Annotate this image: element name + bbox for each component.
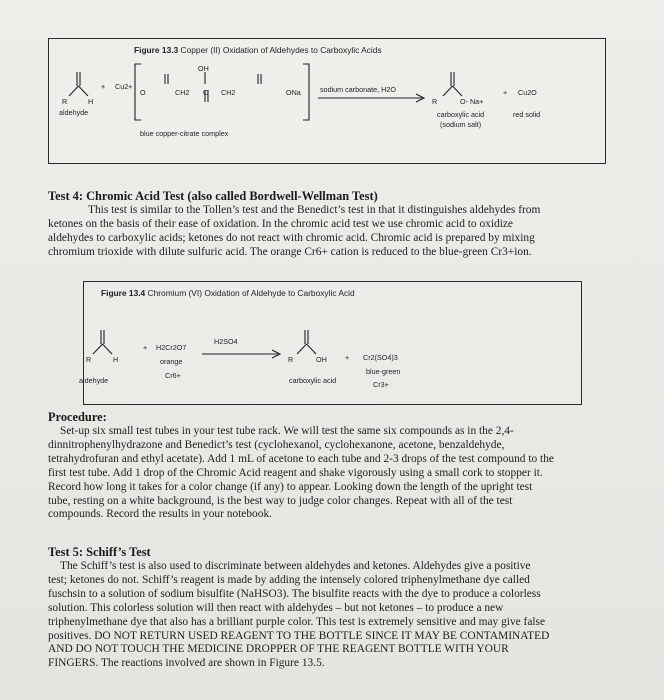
byproduct-color-label: blue-green (366, 367, 401, 376)
aldehyde-r-label: R (62, 97, 68, 106)
figure-13-4-caption: Chromium (VI) Oxidation of Aldehyde to Carboxylic Acid (147, 288, 355, 298)
test5-heading: Test 5: Schiff’s Test (48, 545, 151, 559)
acid-r-label: R (288, 355, 294, 364)
aldehyde2-label: aldehyde (79, 376, 109, 385)
procedure-heading: Procedure: (48, 410, 107, 424)
figure-13-3-title (134, 45, 382, 55)
product-label-2: (sodium salt) (440, 120, 482, 129)
test5-line-1: The Schiff’s test is also used to discriminate between aldehydes and ketones. Aldehydes give a positive (60, 560, 531, 572)
plus-sign-2: + (503, 88, 508, 97)
test5-line-7: AND DO NOT TOUCH THE MEDICINE DROPPER OF THE REAGENT BOTTLE WITH YOUR (48, 643, 509, 656)
procedure-line-3: tetrahydrofuran and ethyl acetate). Add 1 mL of acetone to each tube and 2-3 drops of the test compound to the (48, 452, 554, 465)
figure-13-4-title (101, 288, 355, 298)
figure-13-4-number: Figure 13.4 (101, 288, 146, 298)
test4-heading: Test 4: Chromic Acid Test (also called Bordwell-Wellman Test) (48, 189, 378, 203)
aldehyde2-r-label: R (86, 355, 92, 364)
product-salt-label: O- Na+ (460, 97, 484, 106)
test4-line-2: ketones on the basis of their ease of oxidation. In the chromic acid test we use chromic acid to oxidize (48, 217, 513, 230)
arrow-condition-2: H2SO4 (214, 337, 238, 346)
figure-13-3-caption: Copper (II) Oxidation of Aldehydes to Carboxylic Acids (180, 45, 382, 55)
aldehyde-structure-2 (86, 330, 126, 362)
procedure-paragraph (48, 425, 628, 522)
complex-label: blue copper-citrate complex (140, 129, 229, 138)
acid-oh-label: OH (316, 355, 327, 364)
plus-sign-4: + (345, 353, 350, 362)
complex-o: O (140, 88, 146, 97)
complex-c: C (203, 88, 209, 97)
aldehyde-label: aldehyde (59, 108, 89, 117)
complex-ch2-b: CH2 (221, 88, 236, 97)
arrow-condition-1: sodium carbonate, H2O (320, 85, 396, 94)
test5-line-6: positives. DO NOT RETURN USED REAGENT TO THE BOTTLE SINCE IT MAY BE CONTAMINATED (48, 629, 550, 642)
aldehyde-structure-1 (62, 72, 102, 104)
plus-sign-3: + (143, 343, 148, 352)
test4-line-3: aldehydes to carboxylic acids; ketones do not react with chromic acid. Chromic acid is prepared by mixing (48, 231, 535, 244)
cu2o-label: red solid (513, 110, 541, 119)
cu2o-product: Cu2O (518, 88, 537, 97)
test4-paragraph (48, 204, 618, 260)
figure-13-3-number: Figure 13.3 (134, 45, 179, 55)
procedure-line-4: first test tube. Add 1 drop of the Chromic Acid reagent and shake vigorously using a small cork to stopper it. (48, 466, 543, 479)
plus-sign: + (101, 82, 106, 91)
copper-ion: Cu2+ (115, 82, 133, 91)
byproduct-ion-label: Cr3+ (373, 380, 389, 389)
procedure-line-5: Record how long it takes for a color change (if any) to appear. Looking down the length of the upright test (48, 480, 533, 493)
dichromic-acid: H2Cr2O7 (156, 343, 187, 352)
procedure-line-2: dinnitrophenylhydrazone and Benedict’s test (cyclohexanol, cyclohexanone, acetone, benzaldehyde, (48, 438, 505, 451)
test5-line-4: solution. This colorless solution will then react with aldehydes – but not ketones – to produce a new (48, 601, 504, 614)
test5-line-8: FINGERS. The reactions involved are shown in Figure 13.5. (48, 657, 325, 670)
aldehyde2-h-label: H (113, 355, 119, 364)
complex-ch2-a: CH2 (175, 88, 190, 97)
test5-line-3: fuschsin to a solution of sodium bisulfite (NaHSO3). The bisulfite reacts with the dye to produce a colorless (48, 587, 541, 600)
reagent-color-label: orange (160, 357, 183, 366)
reagent-ion-label: Cr6+ (165, 371, 181, 380)
acid-label: carboxylic acid (289, 376, 337, 385)
reaction-arrow-2 (202, 350, 286, 358)
procedure-line-1: Set-up six small test tubes in your test tube rack. We will test the same six compounds as in the 2,4- (60, 425, 514, 437)
aldehyde-h-label: H (88, 97, 94, 106)
procedure-line-6: tube, resting on a white background, is the best way to judge color changes. Repeat with all of the test (48, 494, 513, 507)
test5-line-5: triphenylmethane dye that also has a brilliant purple color. This test is extremely sensitive and may give false (48, 615, 546, 628)
test5-paragraph (48, 560, 628, 671)
complex-ona: ONa (286, 88, 301, 97)
test4-line-1: This test is similar to the Tollen’s test and the Benedict’s test in that it distinguishes aldehydes from (88, 204, 541, 216)
test5-line-2: test; ketones do not. Schiff’s reagent is made by adding the intensely colored triphenylmethane dye called (48, 573, 530, 586)
chromium-sulfate: Cr2(SO4)3 (363, 353, 398, 362)
procedure-line-7: compounds. Record the results in your notebook. (48, 508, 272, 521)
complex-oh: OH (198, 64, 209, 73)
product-r-label: R (432, 97, 438, 106)
test4-line-4: chromium trioxide with dilute sulfuric acid. The orange Cr6+ cation is reduced to the blue-green Cr3+ion. (48, 245, 532, 258)
reaction-arrow-1 (318, 94, 430, 102)
product-label-1: carboxylic acid (437, 110, 485, 119)
